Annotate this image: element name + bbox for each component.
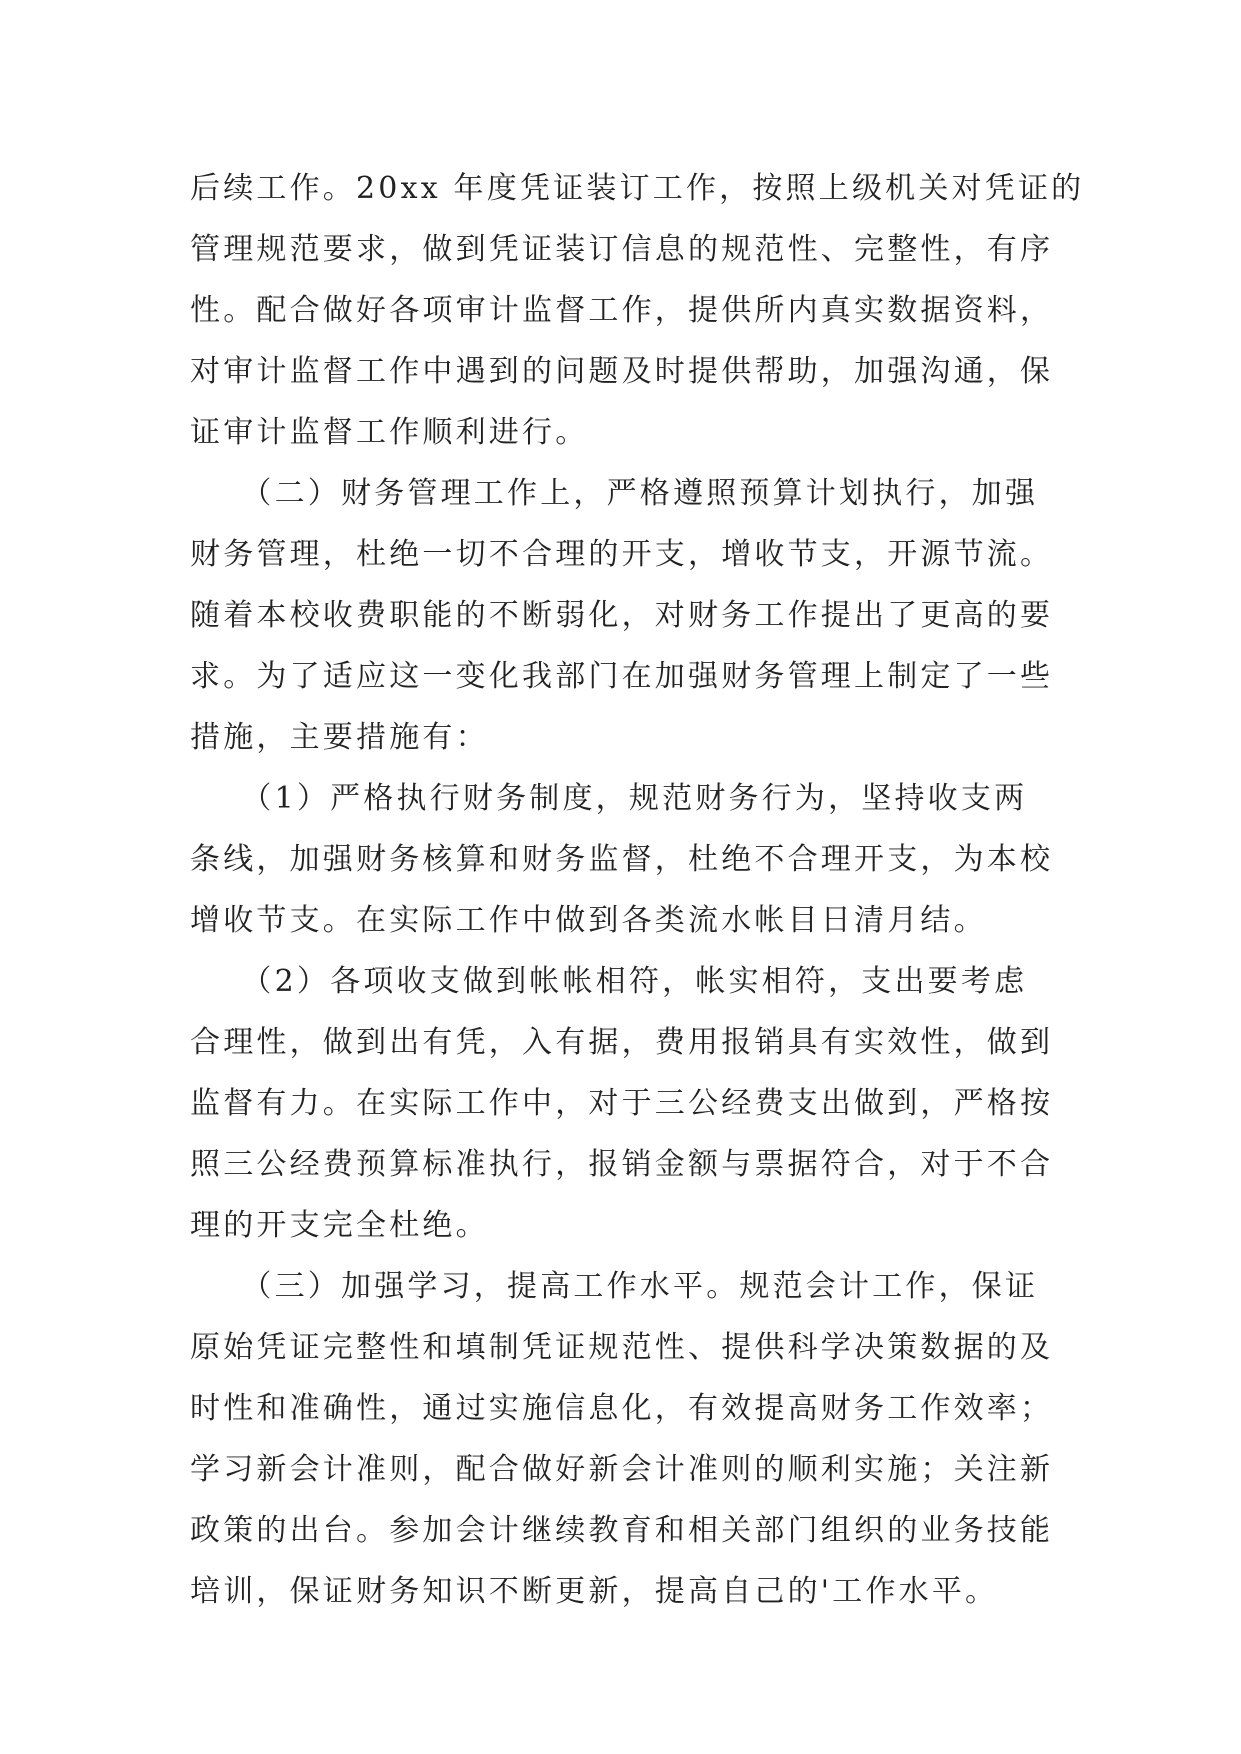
text-line: 理的开支完全杜绝。: [190, 1208, 489, 1243]
text-line: 条线，加强财务核算和财务监督，杜绝不合理开支，为本校: [190, 842, 1054, 877]
text-line: （三）加强学习，提高工作水平。规范会计工作，保证: [190, 1269, 1039, 1304]
text-line: 照三公经费预算标准执行，报销金额与票据符合，对于不合: [190, 1147, 1054, 1182]
text-line: 对审计监督工作中遇到的问题及时提供帮助，加强沟通，保: [190, 354, 1054, 389]
text-line: 培训，保证财务知识不断更新，提高自己的'工作水平。: [190, 1574, 999, 1609]
text-line: 学习新会计准则，配合做好新会计准则的顺利实施；关注新: [190, 1452, 1054, 1487]
text-line: 政策的出台。参加会计继续教育和相关部门组织的业务技能: [190, 1513, 1054, 1548]
text-line: 性。配合做好各项审计监督工作，提供所内真实数据资料，: [190, 293, 1054, 328]
text-line: 时性和准确性，通过实施信息化，有效提高财务工作效率；: [190, 1391, 1054, 1426]
text-line: （1）严格执行财务制度，规范财务行为，坚持收支两: [190, 781, 1028, 816]
paragraph-measure-1: [190, 768, 1052, 951]
text-line: 原始凭证完整性和填制凭证规范性、提供科学决策数据的及: [190, 1330, 1054, 1365]
text-line: 增收节支。在实际工作中做到各类流水帐目日清月结。: [190, 903, 987, 938]
paragraph-study: [190, 1256, 1052, 1622]
text-line: （2）各项收支做到帐帐相符，帐实相符，支出要考虑: [190, 964, 1028, 999]
text-line: 合理性，做到出有凭，入有据，费用报销具有实效性，做到: [190, 1025, 1054, 1060]
text-line: 证审计监督工作顺利进行。: [190, 415, 589, 450]
text-line: 财务管理，杜绝一切不合理的开支，增收节支，开源节流。: [190, 537, 1054, 572]
text-line: 监督有力。在实际工作中，对于三公经费支出做到，严格按: [190, 1086, 1054, 1121]
paragraph-voucher-binding: [190, 158, 1085, 463]
text-line: 求。为了适应这一变化我部门在加强财务管理上制定了一些: [190, 659, 1054, 694]
paragraph-financial-management: [190, 463, 1052, 768]
text-line: （二）财务管理工作上，严格遵照预算计划执行，加强: [190, 476, 1039, 511]
document-body: [190, 158, 1085, 1622]
text-line: 措施，主要措施有：: [190, 720, 489, 755]
text-line: 后续工作。20xx 年度凭证装订工作，按照上级机关对凭证的: [190, 171, 1085, 206]
paragraph-measure-2: [190, 951, 1052, 1256]
text-line: 管理规范要求，做到凭证装订信息的规范性、完整性，有序: [190, 232, 1054, 267]
text-line: 随着本校收费职能的不断弱化，对财务工作提出了更高的要: [190, 598, 1054, 633]
